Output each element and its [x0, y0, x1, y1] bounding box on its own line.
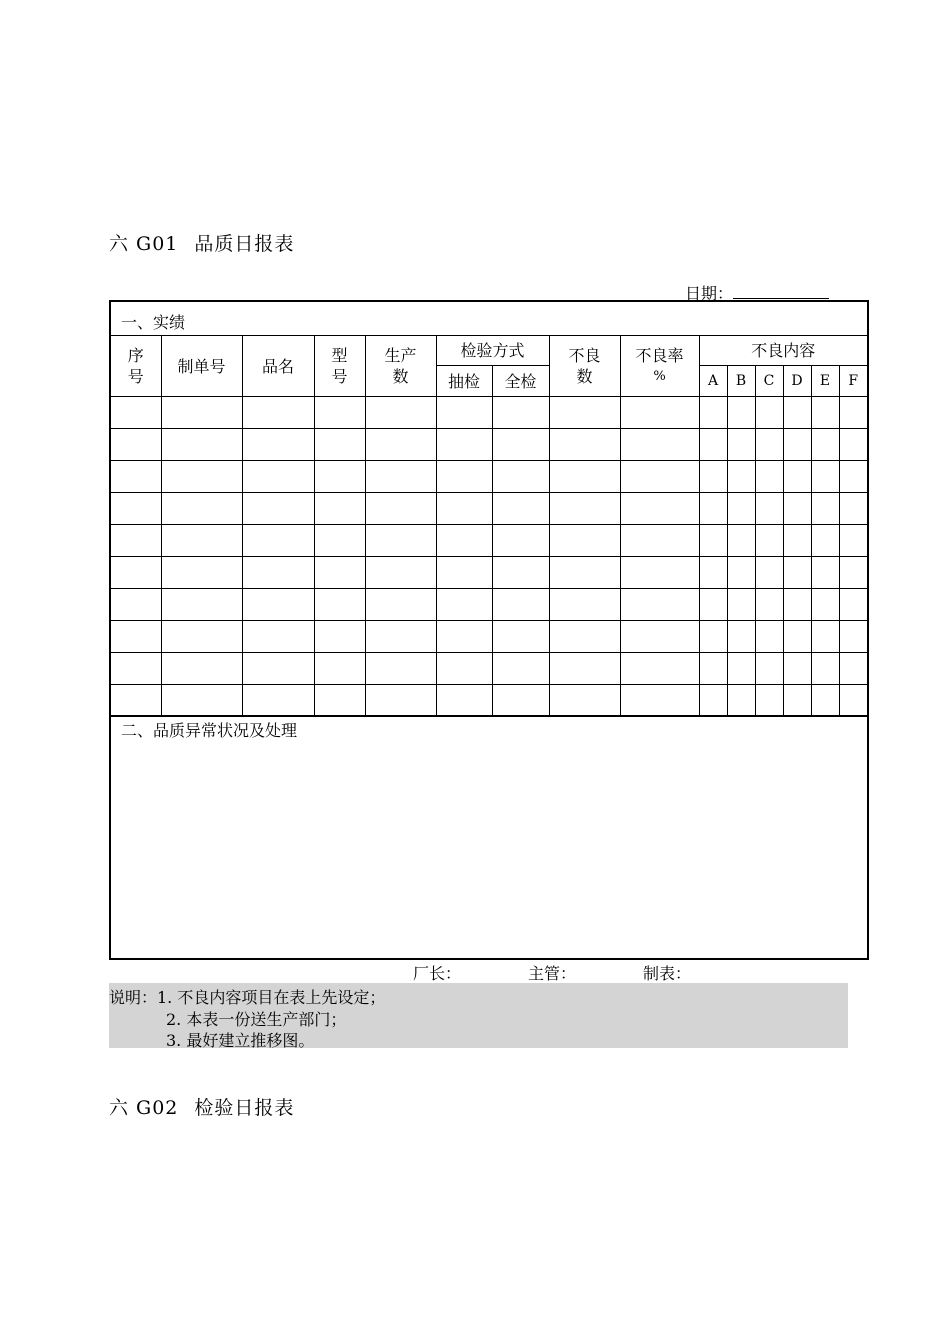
table-cell[interactable] [699, 621, 727, 653]
header-defect-e: E [811, 366, 839, 397]
table-cell[interactable] [111, 653, 161, 685]
table-cell[interactable] [365, 461, 436, 493]
table-cell[interactable] [727, 589, 755, 621]
table-cell[interactable] [755, 461, 783, 493]
table-cell[interactable] [755, 653, 783, 685]
table-cell[interactable] [783, 461, 811, 493]
table-cell[interactable] [111, 493, 161, 525]
table-cell[interactable] [314, 461, 365, 493]
form-title-g01 [109, 229, 294, 256]
table-cell[interactable] [783, 685, 811, 717]
table-cell[interactable] [492, 429, 549, 461]
table-cell[interactable] [783, 429, 811, 461]
header-defect-f: F [839, 366, 867, 397]
note-line: 2. 本表一份送生产部门； [166, 1010, 347, 1029]
header-product-name: 品名 [242, 336, 314, 397]
table-cell[interactable] [839, 397, 867, 429]
note-line: 说明：1. 不良内容项目在表上先设定； [109, 988, 386, 1007]
table-cell[interactable] [314, 557, 365, 589]
table-cell[interactable] [839, 461, 867, 493]
header-defect-qty: 不良 数 [549, 336, 620, 397]
table-cell[interactable] [436, 557, 492, 589]
table-row [111, 429, 867, 461]
table-cell[interactable] [242, 461, 314, 493]
table-cell[interactable] [839, 685, 867, 717]
form-name: 检验日报表 [194, 1097, 295, 1119]
table-header-row [111, 336, 867, 366]
table-cell[interactable] [699, 397, 727, 429]
table-cell[interactable] [783, 397, 811, 429]
table-cell[interactable] [242, 653, 314, 685]
table-cell[interactable] [365, 493, 436, 525]
header-model: 型 号 [314, 336, 365, 397]
table-cell[interactable] [699, 461, 727, 493]
table-cell[interactable] [811, 525, 839, 557]
form-code: 六 G02 [109, 1097, 179, 1119]
table-row [111, 653, 867, 685]
table-cell[interactable] [314, 685, 365, 717]
table-cell[interactable] [242, 589, 314, 621]
table-cell[interactable] [161, 493, 242, 525]
table-cell[interactable] [436, 653, 492, 685]
table-cell[interactable] [161, 461, 242, 493]
table-cell[interactable] [492, 589, 549, 621]
table-row [111, 621, 867, 653]
header-order-no: 制单号 [161, 336, 242, 397]
factory-manager-sign: 厂长： [413, 964, 462, 983]
table-cell[interactable] [783, 653, 811, 685]
table-cell[interactable] [620, 653, 699, 685]
table-cell[interactable] [811, 429, 839, 461]
prepared-by-sign: 制表： [643, 964, 692, 983]
table-cell[interactable] [111, 461, 161, 493]
table-cell[interactable] [111, 557, 161, 589]
table-cell[interactable] [811, 653, 839, 685]
table-cell[interactable] [839, 653, 867, 685]
table-cell[interactable] [365, 653, 436, 685]
table-cell[interactable] [549, 397, 620, 429]
header-inspection-method: 检验方式 [436, 336, 549, 366]
performance-table [111, 335, 867, 717]
table-cell[interactable] [161, 589, 242, 621]
table-cell[interactable] [549, 621, 620, 653]
table-cell[interactable] [492, 461, 549, 493]
supervisor-sign: 主管： [528, 964, 577, 983]
note-line: 3. 最好建立推移图。 [166, 1031, 315, 1050]
section-divider [111, 715, 867, 716]
table-cell[interactable] [365, 557, 436, 589]
table-cell[interactable] [314, 397, 365, 429]
form-code: 六 G01 [109, 233, 179, 255]
table-cell[interactable] [783, 589, 811, 621]
form-title-g02 [109, 1093, 294, 1120]
table-cell[interactable] [811, 397, 839, 429]
table-cell[interactable] [699, 685, 727, 717]
table-cell[interactable] [811, 685, 839, 717]
table-cell[interactable] [699, 525, 727, 557]
table-cell[interactable] [620, 525, 699, 557]
table-cell[interactable] [811, 621, 839, 653]
table-cell[interactable] [365, 525, 436, 557]
table-row [111, 685, 867, 717]
table-cell[interactable] [755, 557, 783, 589]
table-row [111, 589, 867, 621]
notes-box [109, 983, 848, 1048]
table-row [111, 557, 867, 589]
table-cell[interactable] [492, 653, 549, 685]
table-cell[interactable] [699, 557, 727, 589]
header-defect-b: B [727, 366, 755, 397]
table-cell[interactable] [699, 653, 727, 685]
table-cell[interactable] [549, 525, 620, 557]
table-cell[interactable] [549, 589, 620, 621]
table-cell[interactable] [549, 429, 620, 461]
table-cell[interactable] [755, 621, 783, 653]
table-cell[interactable] [811, 493, 839, 525]
table-cell[interactable] [492, 557, 549, 589]
table-cell[interactable] [242, 685, 314, 717]
table-cell[interactable] [755, 685, 783, 717]
table-cell[interactable] [783, 557, 811, 589]
header-defect-d: D [783, 366, 811, 397]
table-cell[interactable] [839, 557, 867, 589]
table-body [111, 397, 867, 717]
date-blank-line[interactable] [733, 283, 829, 299]
table-row [111, 461, 867, 493]
table-cell[interactable] [727, 525, 755, 557]
table-cell[interactable] [161, 621, 242, 653]
table-cell[interactable] [783, 493, 811, 525]
table-cell[interactable] [111, 685, 161, 717]
header-defect-a: A [699, 366, 727, 397]
date-label: 日期： [685, 284, 734, 303]
table-cell[interactable] [620, 621, 699, 653]
table-cell[interactable] [839, 621, 867, 653]
table-cell[interactable] [549, 653, 620, 685]
table-cell[interactable] [620, 557, 699, 589]
table-cell[interactable] [314, 525, 365, 557]
quality-report-frame [109, 300, 869, 960]
table-cell[interactable] [314, 589, 365, 621]
header-seq: 序 号 [111, 336, 161, 397]
table-cell[interactable] [620, 589, 699, 621]
table-cell[interactable] [783, 621, 811, 653]
table-cell[interactable] [365, 685, 436, 717]
table-cell[interactable] [727, 653, 755, 685]
table-cell[interactable] [699, 429, 727, 461]
table-cell[interactable] [314, 621, 365, 653]
table-cell[interactable] [620, 429, 699, 461]
table-cell[interactable] [365, 589, 436, 621]
table-cell[interactable] [755, 397, 783, 429]
table-cell[interactable] [161, 653, 242, 685]
table-cell[interactable] [727, 557, 755, 589]
table-cell[interactable] [811, 589, 839, 621]
table-cell[interactable] [111, 525, 161, 557]
table-cell[interactable] [549, 493, 620, 525]
table-cell[interactable] [755, 589, 783, 621]
table-cell[interactable] [492, 525, 549, 557]
table-cell[interactable] [549, 461, 620, 493]
table-cell[interactable] [365, 397, 436, 429]
table-cell[interactable] [161, 557, 242, 589]
table-cell[interactable] [839, 429, 867, 461]
table-cell[interactable] [436, 493, 492, 525]
table-cell[interactable] [755, 493, 783, 525]
table-cell[interactable] [161, 685, 242, 717]
table-row [111, 525, 867, 557]
table-cell[interactable] [492, 493, 549, 525]
header-production-qty: 生产 数 [365, 336, 436, 397]
table-cell[interactable] [727, 493, 755, 525]
table-cell[interactable] [699, 589, 727, 621]
table-cell[interactable] [365, 621, 436, 653]
table-cell[interactable] [811, 557, 839, 589]
table-cell[interactable] [492, 685, 549, 717]
table-cell[interactable] [436, 397, 492, 429]
table-row [111, 397, 867, 429]
table-cell[interactable] [436, 589, 492, 621]
table-cell[interactable] [436, 525, 492, 557]
header-sampling: 抽检 [436, 366, 492, 397]
form-name: 品质日报表 [194, 233, 295, 255]
header-defect-c: C [755, 366, 783, 397]
table-cell[interactable] [620, 461, 699, 493]
section-performance-label: 一、实绩 [121, 313, 186, 332]
table-cell[interactable] [727, 621, 755, 653]
table-cell[interactable] [314, 493, 365, 525]
section-abnormal-label: 二、品质异常状况及处理 [121, 721, 298, 740]
table-cell[interactable] [620, 397, 699, 429]
table-cell[interactable] [314, 429, 365, 461]
table-cell[interactable] [839, 525, 867, 557]
table-row [111, 493, 867, 525]
table-cell[interactable] [436, 461, 492, 493]
table-cell[interactable] [727, 397, 755, 429]
table-cell[interactable] [161, 525, 242, 557]
table-cell[interactable] [699, 493, 727, 525]
table-cell[interactable] [314, 653, 365, 685]
table-cell[interactable] [111, 621, 161, 653]
table-cell[interactable] [242, 525, 314, 557]
header-defect-content: 不良内容 [699, 336, 867, 366]
table-cell[interactable] [727, 685, 755, 717]
table-cell[interactable] [783, 525, 811, 557]
table-cell[interactable] [620, 493, 699, 525]
table-cell[interactable] [111, 589, 161, 621]
table-cell[interactable] [549, 557, 620, 589]
table-cell[interactable] [755, 429, 783, 461]
table-cell[interactable] [839, 493, 867, 525]
table-cell[interactable] [620, 685, 699, 717]
table-cell[interactable] [492, 621, 549, 653]
table-cell[interactable] [755, 525, 783, 557]
table-cell[interactable] [161, 429, 242, 461]
header-defect-rate: 不良率 % [620, 336, 699, 397]
table-cell[interactable] [839, 589, 867, 621]
table-cell[interactable] [242, 493, 314, 525]
table-cell[interactable] [436, 429, 492, 461]
table-cell[interactable] [365, 429, 436, 461]
table-cell[interactable] [492, 397, 549, 429]
table-cell[interactable] [242, 557, 314, 589]
table-cell[interactable] [242, 397, 314, 429]
table-cell[interactable] [727, 461, 755, 493]
table-cell[interactable] [727, 429, 755, 461]
header-full-inspection: 全检 [492, 366, 549, 397]
table-cell[interactable] [111, 429, 161, 461]
table-cell[interactable] [242, 429, 314, 461]
table-cell[interactable] [811, 461, 839, 493]
table-cell[interactable] [111, 397, 161, 429]
table-cell[interactable] [242, 621, 314, 653]
table-cell[interactable] [549, 685, 620, 717]
table-cell[interactable] [436, 621, 492, 653]
table-cell[interactable] [161, 397, 242, 429]
table-cell[interactable] [436, 685, 492, 717]
